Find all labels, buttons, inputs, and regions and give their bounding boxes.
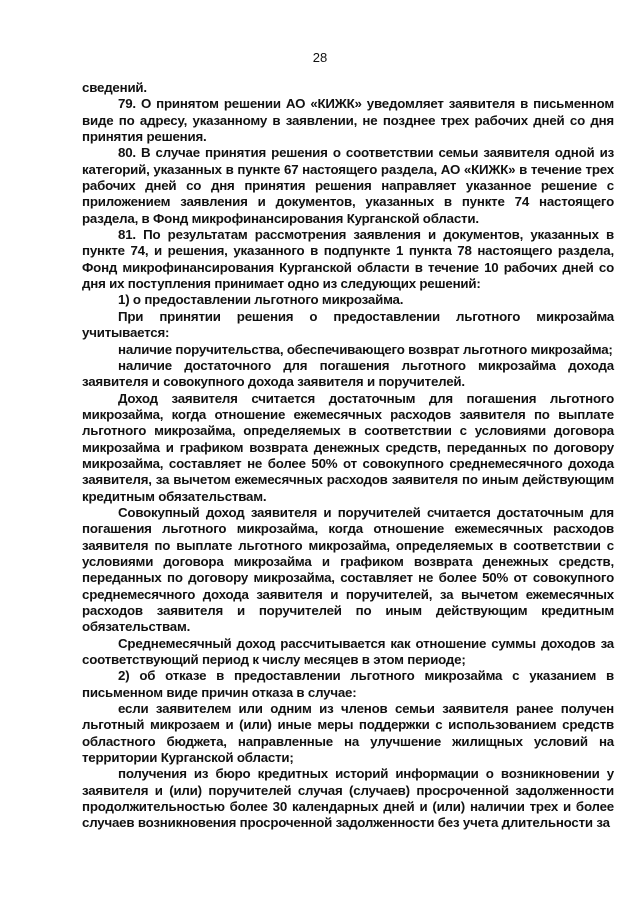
paragraph: 1) о предоставлении льготного микрозайма.: [118, 292, 404, 308]
paragraph: 80. В случае принятия решения о соответствии семьи заявителя одной из категорий, указанных в пункте 67 настоящего раздела, АО «КИЖК» в течение трех рабочих дней со дня принятия решения направляет указанное решение с приложением заявления и документов, указанных в пункте 74 настоящего раздела, в Фонд микрофинансирования Курганской области.: [82, 145, 614, 226]
paragraph: 81. По результатам рассмотрения заявления и документов, указанных в пункте 74, и решения, указанного в подпункте 1 пункта 78 настоящего раздела, Фонд микрофинансирования Курганской области в течение 10 рабочих дней со дня их поступления принимает одно из следующих решений:: [82, 227, 614, 292]
paragraph: Совокупный доход заявителя и поручителей считается достаточным для погашения льготного микрозайма, когда отношение ежемесячных расходов заявителя по выплате льготного микрозайма, определяемых в соответствии с условиями договора микрозайма и графиком возврата денежных средств, переданных по договору микрозайма, составляет не более 50% от совокупного среднемесячного дохода заявителя и поручителей, за вычетом ежемесячных расходов заявителя и поручителей по иным действующим кредитным обязательствам.: [82, 504, 614, 635]
paragraph: сведений.: [82, 80, 147, 95]
page-number: 28: [312, 50, 328, 65]
paragraph: получения из бюро кредитных историй информации о возникновении у заявителя и (или) поручителей случая (случаев) просроченной задолженности продолжительностью более 30 календарных дней и (или) наличии трех и более случаев возникновения просроченной задолженности без учета длительности за: [82, 766, 614, 831]
paragraph: 79. О принятом решении АО «КИЖК» уведомляет заявителя в письменном виде по адресу, указанному в заявлении, не позднее трех рабочих дней со дня принятия решения.: [82, 96, 614, 145]
paragraph: наличие достаточного для погашения льготного микрозайма дохода заявителя и совокупного дохода заявителя и поручителей.: [82, 357, 614, 390]
paragraph: Доход заявителя считается достаточным для погашения льготного микрозайма, когда отношение ежемесячных расходов заявителя по выплате льготного микрозайма, определяемых в соответствии с условиями договора микрозайма и графиком возврата денежных средств, переданных по договору микрозайма, составляет не более 50% от совокупного среднемесячного дохода заявителя, за вычетом ежемесячных расходов заявителя по иным действующим кредитным обязательствам.: [82, 390, 614, 504]
paragraph: 2) об отказе в предоставлении льготного микрозайма с указанием в письменном виде причин отказа в случае:: [82, 668, 614, 700]
paragraph: если заявителем или одним из членов семьи заявителя ранее получен льготный микрозаем и (или) иные меры поддержки с использованием средств областного бюджета, направленные на улучшение жилищных условий на территории Курганской области;: [82, 701, 614, 766]
document-body: [82, 80, 614, 832]
paragraph: При принятии решения о предоставлении льготного микрозайма учитывается:: [82, 308, 614, 341]
paragraph: наличие поручительства, обеспечивающего возврат льготного микрозайма;: [118, 341, 613, 357]
paragraph: Среднемесячный доход рассчитывается как отношение суммы доходов за соответствующий период к числу месяцев в этом периоде;: [82, 635, 614, 668]
